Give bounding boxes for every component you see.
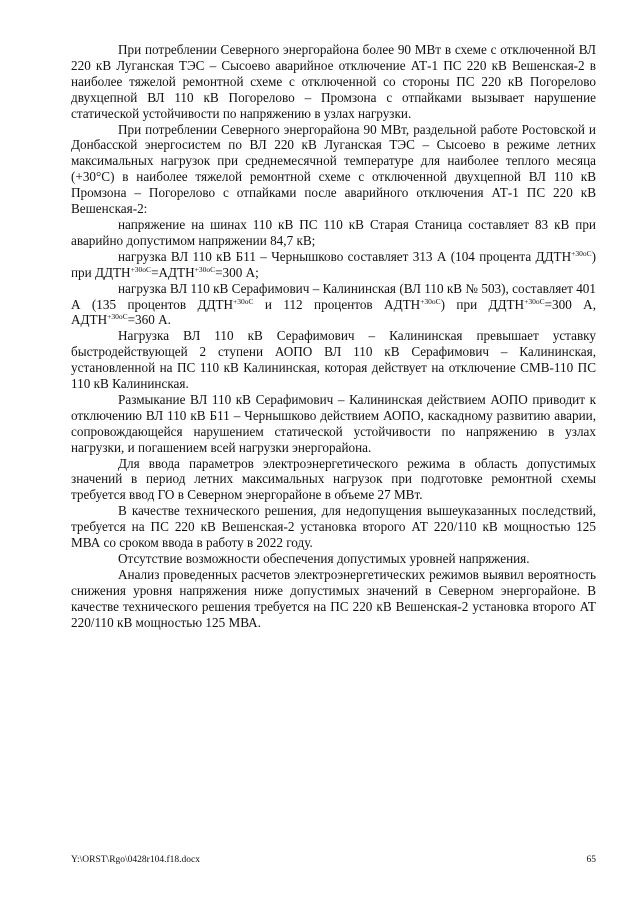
paragraph-technical-solution: В качестве технического решения, для недопущения вышеуказанных последствий, требуется на ПС 220 кВ Вешенская-2 установка второго АТ 220/110 кВ мощностью 125 МВА со сроком ввода в работу в 2022 году. (71, 503, 596, 551)
page-footer (71, 855, 596, 865)
paragraph-go-input: Для ввода параметров электроэнергетического режима в область допустимых значений в период летних максимальных нагрузок при подготовке ремонтной схемы требуется ввод ГО в Северном энергорайоне в объеме 27 МВт. (71, 455, 596, 503)
paragraph-load-serafimovich: нагрузка ВЛ 110 кВ Серафимович – Калининская (ВЛ 110 кВ № 503), составляет 401 А (135 процентов $ДДТН^{+30оС}$ и 112 процентов $АДТН^{+30оС}$) при $ДДТН^{+30оС}=300$ А, $АДТН^{+30оС}=360$ А. (71, 280, 597, 328)
paragraph-analysis: Анализ проведенных расчетов электроэнергетических режимов выявил вероятность снижения уровня напряжения ниже допустимых значений в Северном энергорайоне. В качестве технического решения требуется на ПС 220 кВ Вешенская-2 установка второго АТ 220/110 кВ мощностью 125 МВА. (71, 566, 596, 630)
footer-file-path: Y:\ORST\Rgo\0428r104.f18.docx (71, 855, 200, 865)
paragraph-load-b11: нагрузка ВЛ 110 кВ Б11 – Чернышково составляет 313 А (104 процента $ДДТН^{+30оС}$) при $ДДТН^{+30оС}=АДТН^{+30оС}=300$ А; (71, 248, 596, 280)
paragraph-voltage-staraya-stanitsa: напряжение на шинах 110 кВ ПС 110 кВ Старая Станица составляет 83 кВ при аварийно допустимом напряжении 84,7 кВ; (71, 216, 596, 248)
paragraph-summer-regime: При потреблении Северного энергорайона 90 МВт, раздельной работе Ростовской и Донбасской энергосистем по ВЛ 220 кВ Луганская ТЭС – Сысоево в режиме летних максимальных нагрузок при среднемесячной температуре для наиболее теплого месяца (+30°С) в наиболее тяжелой ремонтной схеме с отключенной двухцепной ВЛ 110 кВ Промзона – Погорелово с отпайками после аварийного отключения АТ-1 ПС 220 кВ Вешенская-2: (71, 121, 596, 217)
paragraph-cascade: Размыкание ВЛ 110 кВ Серафимович – Калининская действием АОПО приводит к отключению ВЛ 110 кВ Б11 – Чернышково действием АОПО, каскадному развитию аварии, сопровождающейся нарушением статической устойчивости по напряжению в узлах нагрузки, и погашением всей нагрузки энергорайона. (71, 391, 596, 455)
page-number: 65 (586, 855, 596, 865)
paragraph-no-voltage-levels: Отсутствие возможности обеспечения допустимых уровней напряжения. (118, 551, 530, 566)
paragraph-low-stability: При потреблении Северного энергорайона более 90 МВт в схеме с отключенной ВЛ 220 кВ Луганская ТЭС – Сысоево аварийное отключение АТ-1 ПС 220 кВ Вешенская-2 в наиболее тяжелой ремонтной схеме с отключенной со стороны ПС 220 кВ Погорелово двухцепной ВЛ 110 кВ Погорелово – Промзона с отпайками вызывает нарушение статической устойчивости по напряжению в узлах нагрузки. (71, 42, 596, 121)
body-text (71, 42, 596, 631)
paragraph-aopo-setting: Нагрузка ВЛ 110 кВ Серафимович – Калининская превышает уставку быстродействующей 2 ступени АОПО ВЛ 110 кВ Серафимович – Калининская, установленной на ПС 110 кВ Калининская, которая действует на отключение СМВ-110 ПС 110 кВ Калининская. (71, 328, 596, 392)
